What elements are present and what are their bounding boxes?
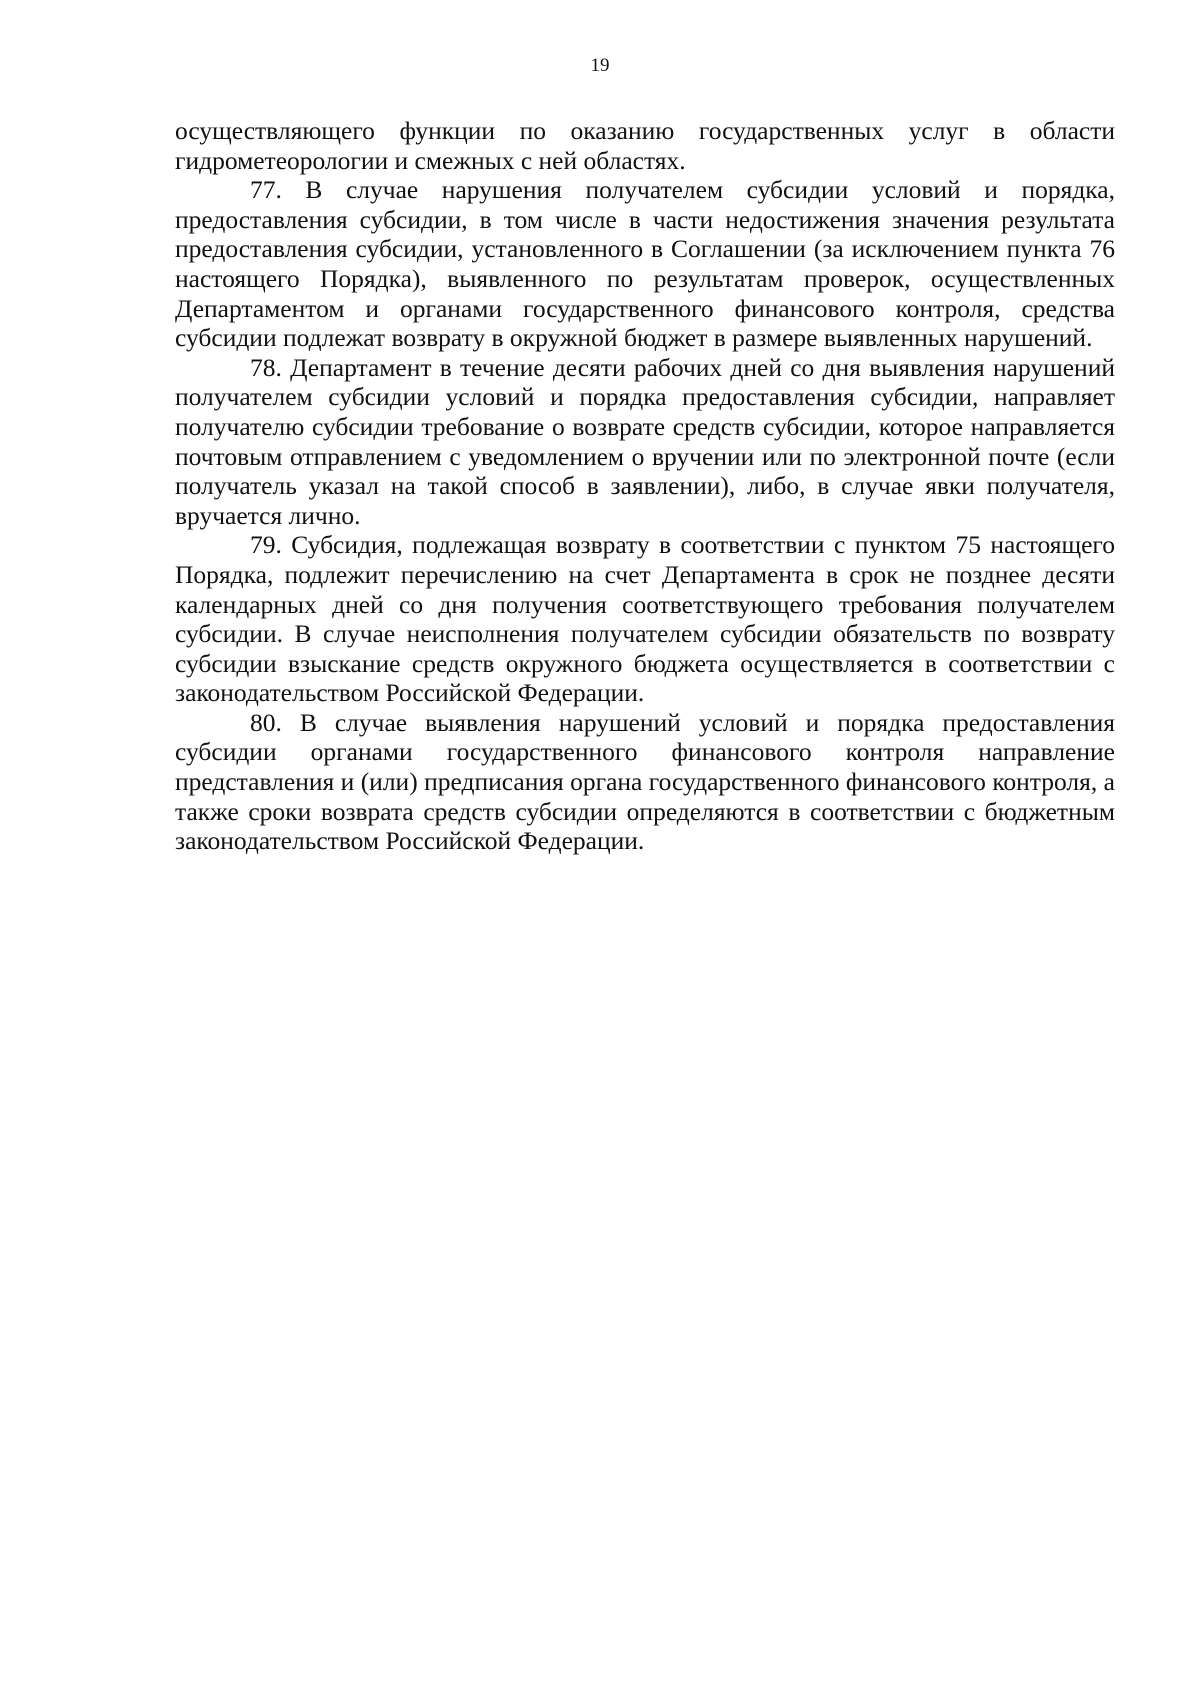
paragraph-80: 80. В случае выявления нарушений условий и порядка предоставления субсидии органами государственного финансового контроля направление представления и (или) предписания органа государственного финансового контроля, а также сроки возврата средств субсидии определяются в соответствии с бюджетным законодательством Российской Федерации. — [175, 707, 1115, 856]
document-body — [175, 116, 1115, 856]
paragraph-78: 78. Департамент в течение десяти рабочих дней со дня выявления нарушений получателем субсидии условий и порядка предоставления субсидии, направляет получателю субсидии требование о возврате средств субсидии, которое направляется почтовым отправлением с уведомлением о вручении или по электронной почте (если получатель указал на такой способ в заявлении), либо, в случае явки получателя, вручается лично. — [175, 352, 1115, 530]
paragraph-77: 77. В случае нарушения получателем субсидии условий и порядка, предоставления субсидии, в том числе в части недостижения значения результата предоставления субсидии, установленного в Соглашении (за исключением пункта 76 настоящего Порядка), выявленного по результатам проверок, осуществленных Департаментом и органами государственного финансового контроля, средства субсидии подлежат возврату в окружной бюджет в размере выявленных нарушений. — [175, 175, 1115, 353]
page-number: 19 — [590, 55, 610, 76]
paragraph-79: 79. Субсидия, подлежащая возврату в соответствии с пунктом 75 настоящего Порядка, подлежит перечислению на счет Департамента в срок не позднее десяти календарных дней со дня получения соответствующего требования получателем субсидии. В случае неисполнения получателем субсидии обязательств по возврату субсидии взыскание средств окружного бюджета осуществляется в соответствии с законодательством Российской Федерации. — [175, 530, 1115, 708]
paragraph-continuation: осуществляющего функции по оказанию государственных услуг в области гидрометеорологии и смежных с ней областях. — [175, 116, 1115, 175]
